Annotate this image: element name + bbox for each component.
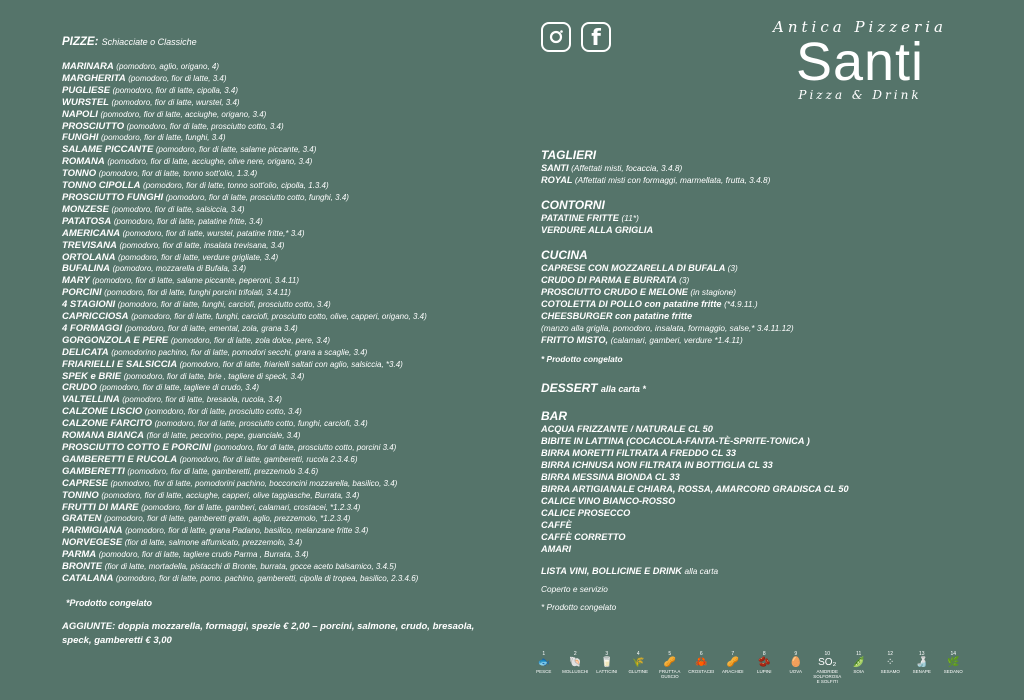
pizza-name: PATATOSA: [62, 215, 112, 227]
allergen-label: CROSTACEI: [688, 669, 715, 674]
pizze-note: *Prodotto congelato: [66, 597, 152, 608]
tagliere-item: [541, 162, 981, 174]
pizza-item: [62, 406, 492, 418]
pizza-name: CRUDO: [62, 382, 97, 394]
pizza-item: [62, 73, 492, 85]
brand-name: Santi: [795, 32, 925, 92]
pizza-desc: (pomodoro, fior di latte, bresaola, rucola, 3.4): [122, 395, 282, 405]
pizza-desc: (pomodoro, fior di latte, funghi, carciofi, prosciutto cotto, olive, capperi, origano, 3.4): [131, 312, 427, 322]
pizza-desc: (pomodoro, fior di latte, friarielli saltati con aglio, salsiccia, *3.4): [179, 359, 403, 369]
cucina-item-desc: (3): [679, 275, 690, 285]
pizza-name: PUGLIESE: [62, 84, 111, 96]
pizza-name: GAMBERETTI E RUCOLA: [62, 453, 178, 465]
pizza-item: [62, 549, 492, 561]
pizza-name: NAPOLI: [62, 108, 98, 120]
pizza-desc: (pomodoro, fior di latte, prosciutto cotto, 3.4): [126, 121, 284, 131]
pizza-name: PROSCIUTTO COTTO E PORCINI: [62, 442, 212, 453]
pizza-item: [62, 335, 492, 347]
pizza-name: 4 FORMAGGI: [62, 322, 123, 334]
cucina-item-name: FRITTO MISTO,: [541, 335, 609, 345]
pizza-name: BUFALINA: [62, 263, 111, 275]
bar-item: BIRRA ICHNUSA NON FILTRATA IN BOTTIGLIA CL 33: [541, 460, 773, 470]
allergen-item: [528, 652, 560, 684]
pizza-item: [62, 490, 492, 502]
pizza-name: TONINO: [62, 489, 99, 501]
pizza-desc: (pomodoro, fior di latte, prosciutto cotto, funghi, carciofi, 3.4): [154, 419, 368, 429]
pizza-desc: (pomodoro, fior di latte, insalata trevisana, 3.4): [119, 240, 285, 250]
bar-item: BIRRA MESSINA BIONDA CL 33: [541, 472, 680, 482]
pizza-desc: (pomodoro, fior di latte, 3.4): [128, 73, 227, 83]
cucina-item-name: CHEESBURGER con patatine fritte: [541, 311, 693, 321]
pizza-name: TONNO: [62, 168, 97, 180]
allergen-number: 5: [668, 651, 672, 657]
allergen-icon: 🥜: [726, 657, 739, 668]
bar-item: CALICE PROSECCO: [541, 508, 631, 518]
allergen-number: 2: [573, 651, 577, 657]
pizza-item: [62, 513, 492, 525]
pizza-item: [62, 180, 492, 192]
pizza-name: ROMANA BIANCA: [62, 430, 144, 442]
pizza-item: [62, 216, 492, 228]
allergen-label: ANIDRIDE SOLFOROSA E SOLFITI: [813, 669, 842, 684]
pizza-desc: (pomodoro, mozzarella di Bufala, 3.4): [112, 264, 246, 274]
pizza-item: [62, 323, 492, 335]
allergen-number: 8: [762, 651, 766, 657]
pizza-item: [62, 371, 492, 383]
pizza-item: [62, 359, 492, 371]
pizza-item: [62, 275, 492, 287]
pizza-desc: (pomodoro, fior di latte, gamberi, calamari, crostacei, *1.2.3.4): [141, 502, 361, 512]
allergen-item: [812, 652, 844, 684]
allergen-number: 1: [542, 651, 546, 657]
pizza-item: [62, 144, 492, 156]
pizza-item: [62, 561, 492, 573]
pizza-item: [62, 192, 492, 204]
pizza-name: MARINARA: [62, 61, 114, 72]
allergen-item: [717, 652, 749, 684]
allergen-number: 4: [636, 651, 640, 657]
pizza-desc: (fior di latte, mortadella, pistacchi di Bronte, burrata, gocce aceto balsamico, 3.4.5): [104, 562, 397, 572]
tagliere-item-desc: (Affettati misti, focaccia, 3.4.8): [571, 163, 683, 173]
bar-item: BIRRA MORETTI FILTRATA A FREDDO CL 33: [541, 448, 736, 458]
pizza-desc: (pomodoro, fior di latte, tagliere di crudo, 3.4): [99, 383, 260, 393]
allergen-icon: 🫛: [852, 657, 865, 668]
pizza-desc: (pomodoro, fior di latte, prosciutto cotto, porcini 3.4): [213, 443, 397, 452]
allergen-icon: 🥛: [600, 657, 613, 668]
allergen-number: 14: [950, 651, 957, 657]
pizza-desc: (pomodoro, fior di latte, verdure grigliate, 3.4): [118, 252, 279, 262]
allergen-item: [843, 652, 875, 684]
allergen-icon: 🍶: [915, 657, 928, 668]
pizza-name: MARY: [62, 275, 90, 287]
pizza-name: SALAME PICCANTE: [62, 144, 154, 156]
contorno-item-desc: (11*): [621, 213, 639, 223]
allergen-icon: ⁘: [886, 657, 895, 668]
pizza-desc: (pomodoro, fior di latte, gamberetti, rucola 2.3.4.6): [179, 454, 358, 464]
pizza-name: DELICATA: [62, 346, 109, 358]
pizza-desc: (pomodoro, fior di latte, pomo. pachino, gamberetti, cipolla di tropea, basilico, 2.3.4.6): [115, 573, 419, 583]
pizza-item: [62, 263, 492, 275]
allergen-label: GLUTINE: [628, 669, 648, 674]
pizza-desc: (pomodoro, fior di latte, acciughe, capperi, olive taggiasche, Burrata, 3.4): [101, 490, 360, 500]
pizza-item: [62, 156, 492, 168]
cucina-item-name: CAPRESE CON MOZZARELLA DI BUFALA: [541, 263, 726, 273]
pizza-desc: (fior di latte, salmone affumicato, prezzemolo, 3.4): [124, 538, 303, 548]
pizza-name: 4 STAGIONI: [62, 299, 116, 311]
pizza-name: GRATEN: [62, 513, 102, 525]
contorni-list: [541, 212, 981, 236]
pizza-name: GAMBERETTI: [62, 465, 125, 477]
allergen-item: [686, 652, 718, 684]
pizza-item: [62, 109, 492, 121]
pizza-item: [62, 418, 492, 430]
pizza-name: FRIARIELLI E SALSICCIA: [62, 358, 178, 370]
pizza-item: [62, 252, 492, 264]
pizza-name: PROSCIUTTO: [62, 120, 125, 132]
pizza-item: [62, 287, 492, 299]
pizza-name: VALTELLINA: [62, 394, 120, 406]
pizza-desc: (pomodoro, fior di latte, wurstel, 3.4): [111, 97, 240, 107]
cucina-note: * Prodotto congelato: [541, 354, 623, 364]
pizza-item: [62, 85, 492, 97]
allergen-item: [780, 652, 812, 684]
pizza-name: TREVISANA: [62, 239, 117, 251]
allergen-number: 7: [731, 651, 735, 657]
pizza-desc: (pomodoro, fior di latte, tonno sott'olio, 1.3.4): [98, 169, 258, 179]
allergen-number: 11: [856, 651, 862, 657]
pizza-item: [62, 442, 492, 454]
allergen-number: 3: [605, 651, 609, 657]
pizza-name: FUNGHI: [62, 132, 99, 144]
pizza-desc: (pomodoro, fior di latte, acciughe, origano, 3.4): [100, 109, 267, 119]
pizza-item: [62, 347, 492, 359]
allergen-icon: 🌿: [947, 657, 960, 668]
pizza-desc: (pomodoro, aglio, origano, 4): [116, 62, 220, 71]
pizza-name: WURSTEL: [62, 96, 109, 108]
pizza-item: [62, 204, 492, 216]
pizza-item: [62, 228, 492, 240]
pizza-item: [62, 478, 492, 490]
cucina-item-name: COTOLETTA DI POLLO con patatine fritte: [541, 299, 722, 309]
allergen-icon: 🥚: [789, 657, 802, 668]
allergen-item: [560, 652, 592, 684]
cucina-item: [541, 262, 981, 274]
contorno-item: [541, 212, 981, 224]
bar-note: * Prodotto congelato: [541, 602, 617, 612]
pizza-item: [62, 573, 492, 585]
cucina-item-desc: (in stagione): [690, 287, 737, 297]
allergen-number: 6: [699, 651, 703, 657]
tagliere-item-desc: (Affettati misti con formaggi, marmellata, frutta, 3.4.8): [574, 175, 771, 185]
allergen-number: 12: [887, 651, 894, 657]
facebook-icon[interactable]: f: [581, 22, 611, 52]
bar-title: BAR: [541, 409, 567, 423]
pizza-item: [62, 394, 492, 406]
allergen-label: SESAMO: [880, 669, 900, 674]
bar-item: ACQUA FRIZZANTE / NATURALE CL 50: [541, 424, 713, 434]
contorno-item-name: PATATINE FRITTE: [541, 213, 619, 223]
coperto: Coperto e servizio: [541, 584, 608, 594]
pizza-desc: (pomodoro, fior di latte, acciughe, olive nere, origano, 3.4): [107, 157, 313, 167]
social-links: [541, 22, 611, 52]
pizza-desc: (pomodoro, fior di latte, prosciutto cotto, funghi, 3.4): [165, 192, 349, 202]
pizza-desc: (pomodoro, fior di latte, salame piccante, 3.4): [155, 145, 317, 155]
tagliere-item: [541, 174, 981, 186]
pizza-item: [62, 168, 492, 180]
bar-item: AMARI: [541, 544, 572, 554]
cucina-item: [541, 274, 981, 286]
allergen-item: [623, 652, 655, 684]
taglieri-list: [541, 162, 981, 186]
pizza-desc: (pomodoro, fior di latte, patatine fritte, 3.4): [113, 216, 263, 226]
cucina-item: [541, 286, 981, 298]
allergen-number: 13: [918, 651, 925, 657]
pizza-item: [62, 121, 492, 133]
pizza-name: GORGONZOLA E PERE: [62, 334, 169, 346]
allergen-icon: 🌾: [632, 657, 645, 668]
allergen-icon: 🦀: [695, 657, 708, 668]
cucina-item-desc: (*4.9.11.): [724, 299, 758, 309]
pizza-desc: (pomodoro, fior di latte, pomodorini pachino, bocconcini mozzarella, basilico, 3.4): [110, 478, 398, 488]
pizza-name: NORVEGESE: [62, 537, 123, 549]
contorni-title: CONTORNI: [541, 198, 605, 212]
pizza-desc: (pomodoro, fior di latte, salsiccia, 3.4): [111, 204, 245, 214]
allergen-icon: 🐚: [569, 657, 582, 668]
brand-bottom: Pizza & Drink: [798, 88, 922, 102]
allergen-number: 9: [794, 651, 798, 657]
pizza-list: [62, 61, 492, 585]
cucina-item: [541, 334, 981, 346]
pizza-name: FRUTTI DI MARE: [62, 501, 139, 513]
pizza-item: [62, 311, 492, 323]
pizza-name: MARGHERITA: [62, 72, 126, 84]
pizza-name: CAPRICCIOSA: [62, 311, 129, 323]
pizze-title: PIZZE: Schiacciate o Classiche: [62, 36, 197, 48]
pizza-desc: (pomodoro, fior di latte, zola dolce, pere, 3.4): [170, 335, 331, 345]
pizza-name: CATALANA: [62, 572, 114, 584]
allergen-item: [938, 652, 970, 684]
pizza-desc: (pomodoro, fior di latte, tonno sott'olio, cipolla, 1.3.4): [143, 181, 329, 191]
pizza-name: PARMIGIANA: [62, 525, 123, 537]
pizza-name: ORTOLANA: [62, 251, 116, 263]
pizza-desc: (pomodoro, fior di latte, gamberetti gratin, aglio, prezzemolo, *1.2.3.4): [103, 514, 351, 524]
allergen-label: LUPINI: [756, 669, 772, 674]
bar-item: BIBITE IN LATTINA (COCACOLA-FANTA-TÈ-SPRITE-TONICA ): [541, 436, 810, 446]
allergen-item: [906, 652, 938, 684]
pizza-desc: (pomodoro, fior di latte, grana Padano, basilico, melanzane fritte 3.4): [125, 526, 369, 536]
allergen-label: LATTICINI: [596, 669, 618, 674]
pizza-name: CALZONE FARCITO: [62, 418, 153, 430]
pizza-name: PROSCIUTTO FUNGHI: [62, 191, 164, 203]
pizza-desc: (pomodoro, fior di latte, emental, zola, grana 3.4): [124, 323, 298, 333]
pizza-desc: (pomodoro, fior di latte, funghi porcini trifolati, 3.4.11): [104, 288, 291, 298]
pizza-name: CALZONE LISCIO: [62, 406, 143, 418]
pizza-name: CAPRESE: [62, 477, 108, 489]
cucina-item: [541, 310, 981, 322]
pizza-name: PORCINI: [62, 287, 102, 299]
pizza-desc: (pomodoro, fior di latte, gamberetti, prezzemolo 3.4.6): [127, 466, 319, 476]
allergen-icon: 🫘: [758, 657, 771, 668]
pizza-item: [62, 525, 492, 537]
allergen-item: [749, 652, 781, 684]
right-column: [541, 142, 981, 613]
pizza-name: BRONTE: [62, 561, 103, 573]
cucina-item-desc: (calamari, gamberi, verdure *1.4.11): [610, 335, 743, 345]
allergen-item: [875, 652, 907, 684]
pizza-desc: (pomodoro, fior di latte, funghi, 3.4): [100, 133, 226, 143]
pizza-desc: (pomodoro, fior di latte, tagliere crudo Parma , Burrata, 3.4): [98, 550, 309, 560]
contorno-item: [541, 224, 981, 236]
cucina-item-desc: (manzo alla griglia, pomodoro, insalata, formaggio, salse,* 3.4.11.12): [541, 323, 794, 333]
bar-item: CAFFÈ: [541, 520, 572, 530]
allergen-label: SENAPE: [912, 669, 931, 674]
allergen-icon: SO₂: [818, 657, 837, 668]
pizza-item: [62, 430, 492, 442]
cucina-item-name: CRUDO DI PARMA E BURRATA: [541, 275, 677, 285]
pizza-item: [62, 454, 492, 466]
pizza-name: PARMA: [62, 549, 97, 561]
pizza-desc: (pomodoro, fior di latte, brie , tagliere di speck, 3.4): [123, 371, 305, 381]
pizza-name: SPEK e BRIE: [62, 370, 122, 382]
pizza-name: ROMANA: [62, 156, 105, 168]
brand-logo: [740, 18, 980, 102]
cucina-list: [541, 262, 981, 346]
wine-list: LISTA VINI, BOLLICINE E DRINK alla carta: [541, 566, 719, 576]
pizze-section: [62, 36, 492, 648]
allergen-number: 10: [824, 651, 831, 657]
pizza-item: [62, 97, 492, 109]
pizza-desc: (fior di latte, pecorino, pepe, guanciale, 3.4): [146, 431, 301, 441]
cucina-item-desc: (3): [727, 263, 738, 273]
pizza-desc: (pomodoro, fior di latte, cipolla, 3.4): [112, 85, 239, 95]
cucina-item: [541, 322, 981, 334]
pizza-desc: (pomodoro, fior di latte, wurstel, patatine fritte,* 3.4): [122, 228, 305, 238]
cucina-item-name: PROSCIUTTO CRUDO E MELONE: [541, 287, 688, 297]
allergen-item: [654, 652, 686, 684]
pizza-name: MONZESE: [62, 203, 109, 215]
pizza-desc: (pomodoro, fior di latte, funghi, carciofi, prosciutto cotto, 3.4): [117, 300, 331, 310]
tagliere-item-name: SANTI: [541, 163, 569, 173]
dessert-title: DESSERT alla carta *: [541, 381, 646, 395]
allergen-label: ARACHIDI: [721, 669, 744, 674]
allergen-icon: 🐟: [537, 657, 550, 668]
pizza-desc: (pomodorino pachino, fior di latte, pomodori secchi, grana a scaglie, 3.4): [111, 347, 368, 357]
cucina-item: [541, 298, 981, 310]
pizza-desc: (pomodoro, fior di latte, prosciutto cotto, 3.4): [144, 407, 302, 417]
allergen-item: [591, 652, 623, 684]
allergens-legend: [528, 652, 969, 684]
bar-item: BIRRA ARTIGIANALE CHIARA, ROSSA, AMARCORD GRADISCA CL 50: [541, 484, 849, 494]
allergen-label: SOIA: [853, 669, 865, 674]
pizza-item: [62, 299, 492, 311]
tagliere-item-name: ROYAL: [541, 175, 573, 185]
allergen-label: PESCE: [536, 669, 552, 674]
contorno-item-name: VERDURE ALLA GRIGLIA: [541, 225, 654, 235]
pizza-item: [62, 466, 492, 478]
pizza-item: [62, 240, 492, 252]
pizza-item: [62, 382, 492, 394]
brand-top: Antica Pizzeria: [773, 18, 947, 36]
bar-item: CALICE VINO BIANCO-ROSSO: [541, 496, 676, 506]
pizza-item: [62, 502, 492, 514]
allergen-label: UOVA: [789, 669, 802, 674]
pizza-item: [62, 61, 492, 73]
pizze-extras: AGGIUNTE: doppia mozzarella, formaggi, spezie € 2,00 – porcini, salmone, crudo, bresaola, speck, gamberetti € 3,00: [62, 620, 475, 646]
pizza-desc: (pomodoro, fior di latte, salame piccante, peperoni, 3.4.11): [92, 276, 300, 286]
allergen-label: FRUTTA A GUSCIO: [659, 669, 681, 679]
pizza-name: TONNO CIPOLLA: [62, 180, 141, 192]
bar-item: CAFFÈ CORRETTO: [541, 532, 626, 542]
pizza-name: AMERICANA: [62, 227, 121, 239]
bar-list: [541, 423, 981, 555]
instagram-icon[interactable]: [541, 22, 571, 52]
allergen-label: SEDANO: [943, 669, 963, 674]
pizza-item: [62, 132, 492, 144]
cucina-title: CUCINA: [541, 248, 588, 262]
pizza-item: [62, 537, 492, 549]
allergen-label: MOLLUSCHI: [562, 669, 589, 674]
taglieri-title: TAGLIERI: [541, 148, 597, 162]
allergen-icon: 🥜: [663, 657, 676, 668]
